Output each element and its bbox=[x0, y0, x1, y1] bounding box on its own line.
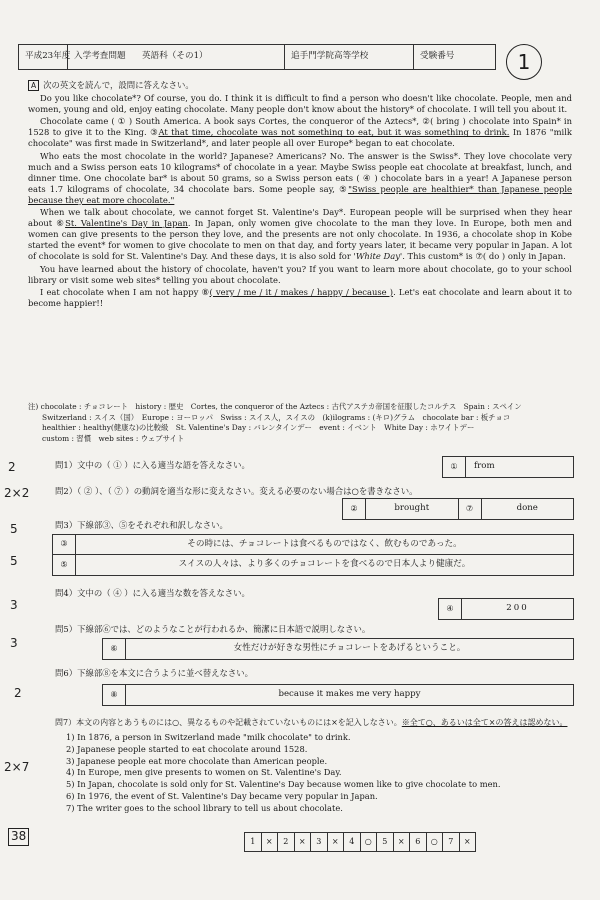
header-year: 平成23年度 bbox=[19, 45, 68, 69]
total-score: 38 bbox=[8, 828, 29, 846]
statement-5: 5) In Japan, chocolate is sold only for St. Valentine's Day because women like to give chocolate to men. bbox=[66, 779, 501, 790]
score-q1: 2 bbox=[8, 460, 16, 474]
paragraph-6: I eat chocolate when I am not happy ⑧( very / me / it / makes / happy / because ). Let's eat chocolate and learn about it to become happier!! bbox=[28, 286, 572, 308]
grid-cell: × bbox=[328, 833, 345, 851]
score-q7: 2×7 bbox=[4, 760, 30, 774]
question-1: 問1）文中の（ ① ）に入る適当な語を答えなさい。 bbox=[55, 460, 250, 470]
question-6: 問6）下線部⑧を本文に合うように並べ替えなさい。 bbox=[55, 668, 253, 678]
answer-box-q4: ④ 200 bbox=[438, 598, 574, 620]
score-q2: 2×2 bbox=[4, 486, 30, 500]
statement-6: 6) In 1976, the event of St. Valentine's Day became very popular in Japan. bbox=[66, 790, 378, 801]
grid-cell: × bbox=[463, 836, 471, 846]
grid-cell: × bbox=[262, 833, 279, 851]
vocabulary-notes: 注) chocolate : チョコレート history : 歴史 Cortes, the conqueror of the Aztecs : 古代アステカ帝国を征服したコルテス Spain : スペイン Switzerland : スイス（国） Europe : ヨーロッパ Swiss : スイス人，スイスの (k)ilograms : (キロ)グラム chocolate bar : 板チョコ healthier : healthy(健康な)の比較級 St. Valentine's Day : バレンタインデー event : イベント White Day : ホワイトデー custom : 習慣 web sites : ウェブサイト bbox=[28, 402, 522, 443]
question-4: 問4）文中の（ ④ ）に入る適当な数を答えなさい。 bbox=[55, 588, 250, 598]
statement-1: 1) In 1876, a person in Switzerland made "milk chocolate" to drink. bbox=[66, 732, 351, 742]
score-q4: 3 bbox=[10, 598, 18, 612]
grid-cell: ○ bbox=[361, 833, 378, 851]
paragraph-4: When we talk about chocolate, we cannot forget St. Valentine's Day*. European people will be surprised when they hear about ⑥St. Valentine's Day in Japan. In Japan, only women give chocolate to the man they love. In Europe, both men and women can give presents to the person they love, and the presents are not only chocolate. In 1936, a chocolate shop in Kobe started the event* for women to give chocolate to men on that day, and forty years later, it became very popular in Japan. A lot of chocolate is sold for St. Valentine's Day. And these days, it is also sold for 'White Day'. This custom* is ⑦( do ) only in Japan. bbox=[28, 207, 572, 262]
question-7: 問7）本文の内容とあうものには○、異なるものや記載されていないものには×を記入しなさい。※全て○、あるいは全て×の答えは認めない。 bbox=[55, 718, 568, 727]
grid-cell: × bbox=[394, 833, 411, 851]
paragraph-3: Who eats the most chocolate in the world? Japanese? Americans? No. The answer is the Swiss*. They love chocolate very much and a Swiss person eats 10 kilograms* of chocolate in a year. Maybe Swiss people eat chocolate at breakfast, lunch, and dinner time. One chocolate bar* is about 50 grams, so a Swiss person eats ( ④ ) chocolate bars in a year! A Japanese person eats 1.7 kilograms of chocolate, 34 chocolate bars. Some people say, ⑤"Swiss people are healthier* than Japanese people because they eat more chocolate." bbox=[28, 150, 572, 205]
grid-cell: 6 bbox=[410, 833, 427, 851]
answer-grid-q7 bbox=[244, 832, 476, 852]
score-q6: 2 bbox=[14, 686, 22, 700]
q7-statements bbox=[66, 732, 500, 814]
score-q3a: 5 bbox=[10, 522, 18, 536]
answer-box-q5: ⑥ 女性だけが好きな男性にチョコレートをあげるということ。 bbox=[102, 638, 574, 660]
underline-5: "Swiss people are healthier* than Japanese people because they eat more chocolate." bbox=[28, 183, 572, 205]
score-q5: 3 bbox=[10, 636, 18, 650]
statement-3: 3) Japanese people eat more chocolate than American people. bbox=[66, 755, 328, 766]
score-q3b: 5 bbox=[10, 554, 18, 568]
statement-2: 2) Japanese people started to eat chocolate around 1528. bbox=[66, 743, 308, 754]
answer-box-q6: ⑧ because it makes me very happy bbox=[102, 684, 574, 706]
paragraph-1: Do you like chocolate*? Of course, you do. I think it is difficult to find a person who doesn't like chocolate. People, men and women, young and old, enjoy eating chocolate. Many people don't know about the history* of chocolate. I will tell you about it. bbox=[28, 93, 572, 115]
grid-cell: 1 bbox=[245, 833, 262, 851]
underline-3: At that time, chocolate was not something to eat, but it was something to drink. bbox=[158, 127, 510, 138]
paragraph-2: Chocolate came ( ① ) South America. A book says Cortes, the conqueror of the Aztecs*, ②( bring ) chocolate into Spain* in 1528 to give it to the King. ③At that time, chocolate was not something to eat, but it was something to drink. In 1876 "milk chocolate" was first made in Switzerland*, and later people all over Europe* began to eat chocolate. bbox=[28, 116, 572, 149]
header-school: 追手門学院高等学校 bbox=[285, 45, 414, 69]
reading-passage bbox=[28, 80, 572, 310]
statement-7: 7) The writer goes to the school library to tell us about chocolate. bbox=[66, 802, 343, 813]
question-2: 問2）（ ② ）、（ ⑦ ）の動詞を適当な形に変えなさい。変える必要のない場合は○を書きなさい。 bbox=[55, 486, 418, 496]
page-number: 1 bbox=[506, 44, 542, 80]
answer-box-q3: ③ その時には、チョコレートは食べるものではなく、飲むものであった。 ⑤ スイスの人々は、より多くのチョコレートを食べるので日本人より健康だ。 bbox=[52, 534, 574, 576]
exam-header bbox=[18, 44, 496, 70]
header-exam: 入学考査問題 bbox=[74, 51, 126, 62]
instruction: 次の英文を読んで，設問に答えなさい。 bbox=[43, 80, 194, 90]
answer-box-q1: ① from bbox=[442, 456, 574, 478]
grid-cell: 4 bbox=[344, 833, 361, 851]
grid-cell: 5 bbox=[377, 833, 394, 851]
grid-cell: 7 bbox=[443, 833, 460, 851]
question-5: 問5）下線部⑥では、どのようなことが行われるか、簡潔に日本語で説明しなさい。 bbox=[55, 624, 371, 634]
underline-8: ( very / me / it / makes / happy / because ) bbox=[209, 286, 394, 297]
answer-box-q2: ② brought ⑦ done bbox=[342, 498, 574, 520]
grid-cell: ○ bbox=[427, 833, 444, 851]
statement-4: 4) In Europe, men give presents to women on St. Valentine's Day. bbox=[66, 767, 342, 778]
grid-cell: 2 bbox=[278, 833, 295, 851]
header-exam-number-label: 受験番号 bbox=[420, 51, 455, 62]
header-subject: 英語科（その1） bbox=[136, 45, 285, 69]
paragraph-5: You have learned about the history of chocolate, haven't you? If you want to learn more about chocolate, go to your school library or visit some web sites* telling you about chocolate. bbox=[28, 263, 572, 285]
grid-cell: × bbox=[295, 833, 312, 851]
question-3: 問3）下線部③、⑤をそれぞれ和訳しなさい。 bbox=[55, 520, 228, 530]
grid-cell: 3 bbox=[311, 833, 328, 851]
section-mark: A bbox=[28, 80, 39, 91]
underline-6: St. Valentine's Day in Japan bbox=[65, 218, 188, 229]
